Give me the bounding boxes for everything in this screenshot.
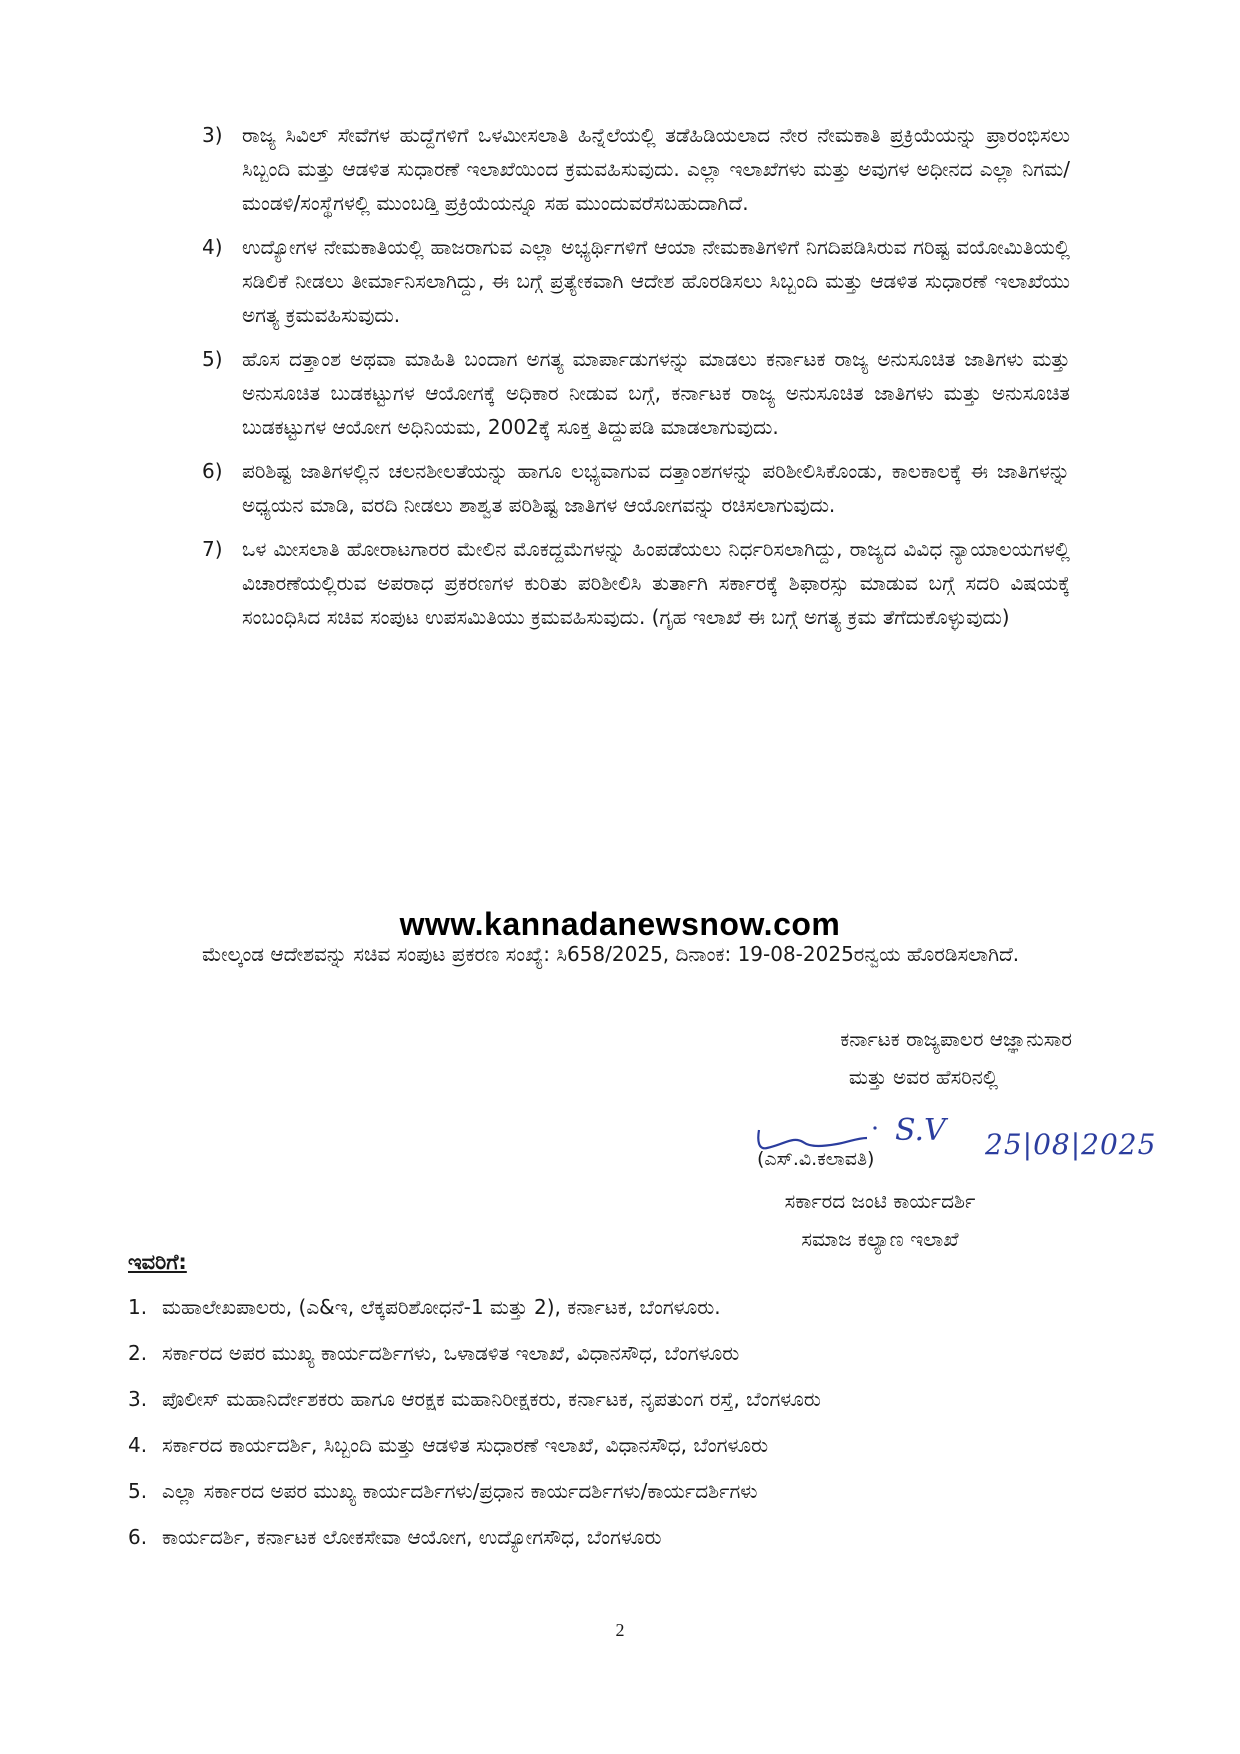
recipient-text: ಸರ್ಕಾರದ ಅಪರ ಮುಖ್ಯ ಕಾರ್ಯದರ್ಶಿಗಳು, ಒಳಾಡಳಿತ ಇಲಾಖೆ, ವಿಧಾನಸೌಧ, ಬೆಂಗಳೂರು bbox=[162, 1341, 740, 1365]
recipient-item bbox=[128, 1428, 1078, 1462]
recipient-text: ಪೊಲೀಸ್ ಮಹಾನಿರ್ದೇಶಕರು ಹಾಗೂ ಆರಕ್ಷಕ ಮಹಾನಿರೀಕ್ಷಕರು, ಕರ್ನಾಟಕ, ನೃಪತುಂಗ ರಸ್ತೆ, ಬೆಂಗಳೂರು bbox=[162, 1387, 821, 1411]
recipient-item bbox=[128, 1336, 1078, 1370]
recipient-item bbox=[128, 1520, 1078, 1554]
point-text: ಉದ್ಯೋಗಳ ನೇಮಕಾತಿಯಲ್ಲಿ ಹಾಜರಾಗುವ ಎಲ್ಲಾ ಅಭ್ಯರ್ಥಿಗಳಿಗೆ ಆಯಾ ನೇಮಕಾತಿಗಳಿಗೆ ನಿಗದಿಪಡಿಸಿರುವ ಗರಿಷ್ಟ ವಯೋಮಿತಿಯಲ್ಲಿ ಸಡಿಲಿಕೆ ನೀಡಲು ತೀರ್ಮಾನಿಸಲಾಗಿದ್ದು, ಈ ಬಗ್ಗೆ ಪ್ರತ್ಯೇಕವಾಗಿ ಆದೇಶ ಹೊರಡಿಸಲು ಸಿಬ್ಬಂದಿ ಮತ್ತು ಆಡಳಿತ ಸುಧಾರಣೆ ಇಲಾಖೆಯು ಅಗತ್ಯ ಕ್ರಮವಹಿಸುವುದು. bbox=[242, 235, 1070, 327]
order-point bbox=[202, 532, 1070, 634]
recipient-number: 4. bbox=[128, 1433, 148, 1457]
recipient-number: 5. bbox=[128, 1479, 148, 1503]
recipient-number: 1. bbox=[128, 1295, 148, 1319]
order-points-list bbox=[202, 118, 1070, 644]
governor-line-2: ಮತ್ತು ಅವರ ಹೆಸರಿನಲ್ಲಿ bbox=[848, 1065, 998, 1089]
recipient-number: 6. bbox=[128, 1525, 148, 1549]
closing-paragraph: ಮೇಲ್ಕಂಡ ಆದೇಶವನ್ನು ಸಚಿವ ಸಂಪುಟ ಪ್ರಕರಣ ಸಂಖ್ಯೆ: ಸಿ658/2025, ದಿನಾಂಕ: 19-08-2025ರನ್ವಯ ಹೊರಡಿಸಲಾಗಿದೆ. bbox=[202, 942, 1020, 966]
signatory-name: (ಎಸ್.ವಿ.ಕಲಾವತಿ) bbox=[757, 1148, 875, 1170]
signature-date: 25|08|2025 bbox=[985, 1128, 1157, 1161]
point-text: ರಾಜ್ಯ ಸಿವಿಲ್ ಸೇವೆಗಳ ಹುದ್ದೆಗಳಿಗೆ ಒಳಮೀಸಲಾತಿ ಹಿನ್ನೆಲೆಯಲ್ಲಿ ತಡೆಹಿಡಿಯಲಾದ ನೇರ ನೇಮಕಾತಿ ಪ್ರಕ್ರಿಯೆಯನ್ನು ಪ್ರಾರಂಭಿಸಲು ಸಿಬ್ಬಂದಿ ಮತ್ತು ಆಡಳಿತ ಸುಧಾರಣೆ ಇಲಾಖೆಯಿಂದ ಕ್ರಮವಹಿಸುವುದು. ಎಲ್ಲಾ ಇಲಾಖೆಗಳು ಮತ್ತು ಅವುಗಳ ಅಧೀನದ ಎಲ್ಲಾ ನಿಗಮ/ಮಂಡಳಿ/ಸಂಸ್ಥೆಗಳಲ್ಲಿ ಮುಂಬಡ್ತಿ ಪ್ರಕ್ರಿಯೆಯನ್ನೂ ಸಹ ಮುಂದುವರೆಸಬಹುದಾಗಿದೆ. bbox=[242, 123, 1070, 215]
order-point bbox=[202, 230, 1070, 332]
governor-line-1: ಕರ್ನಾಟಕ ರಾಜ್ಯಪಾಲರ ಆಜ್ಞಾನುಸಾರ bbox=[840, 1027, 1072, 1051]
recipient-number: 3. bbox=[128, 1387, 148, 1411]
order-point bbox=[202, 118, 1070, 220]
point-number: 5) bbox=[202, 347, 223, 371]
point-text: ಹೊಸ ದತ್ತಾಂಶ ಅಥವಾ ಮಾಹಿತಿ ಬಂದಾಗ ಅಗತ್ಯ ಮಾರ್ಪಾಡುಗಳನ್ನು ಮಾಡಲು ಕರ್ನಾಟಕ ರಾಜ್ಯ ಅನುಸೂಚಿತ ಜಾತಿಗಳು ಮತ್ತು ಅನುಸೂಚಿತ ಬುಡಕಟ್ಟುಗಳ ಆಯೋಗಕ್ಕೆ ಅಧಿಕಾರ ನೀಡುವ ಬಗ್ಗೆ, ಕರ್ನಾಟಕ ರಾಜ್ಯ ಅನುಸೂಚಿತ ಜಾತಿಗಳು ಮತ್ತು ಅನುಸೂಚಿತ ಬುಡಕಟ್ಟುಗಳ ಆಯೋಗ ಅಧಿನಿಯಮ, 2002ಕ್ಕೆ ಸೂಕ್ತ ತಿದ್ದುಪಡಿ ಮಾಡಲಾಗುವುದು. bbox=[242, 347, 1070, 439]
order-point bbox=[202, 342, 1070, 444]
recipient-number: 2. bbox=[128, 1341, 148, 1365]
point-number: 3) bbox=[202, 123, 223, 147]
recipient-item bbox=[128, 1474, 1078, 1508]
recipient-item bbox=[128, 1290, 1078, 1324]
recipient-text: ಎಲ್ಲಾ ಸರ್ಕಾರದ ಅಪರ ಮುಖ್ಯ ಕಾರ್ಯದರ್ಶಿಗಳು/ಪ್ರಧಾನ ಕಾರ್ಯದರ್ಶಿಗಳು/ಕಾರ್ಯದರ್ಶಿಗಳು bbox=[162, 1479, 758, 1503]
point-number: 4) bbox=[202, 235, 223, 259]
designation-line-2: ಸಮಾಜ ಕಲ್ಯಾಣ ಇಲಾಖೆ bbox=[801, 1227, 959, 1251]
page-number: 2 bbox=[615, 1620, 625, 1640]
point-text: ಪರಿಶಿಷ್ಟ ಜಾತಿಗಳಲ್ಲಿನ ಚಲನಶೀಲತೆಯನ್ನು ಹಾಗೂ ಲಭ್ಯವಾಗುವ ದತ್ತಾಂಶಗಳನ್ನು ಪರಿಶೀಲಿಸಿಕೊಂಡು, ಕಾಲಕಾಲಕ್ಕೆ ಈ ಜಾತಿಗಳನ್ನು ಅಧ್ಯಯನ ಮಾಡಿ, ವರದಿ ನೀಡಲು ಶಾಶ್ವತ ಪರಿಶಿಷ್ಟ ಜಾತಿಗಳ ಆಯೋಗವನ್ನು ರಚಿಸಲಾಗುವುದು. bbox=[242, 459, 1070, 517]
signature-initials: S.V bbox=[895, 1113, 946, 1148]
website-watermark: www.kannadanewsnow.com bbox=[399, 906, 841, 942]
point-number: 7) bbox=[202, 537, 223, 561]
recipient-item bbox=[128, 1382, 1078, 1416]
recipients-heading: ಇವರಿಗೆ: bbox=[128, 1250, 187, 1274]
point-text: ಒಳ ಮೀಸಲಾತಿ ಹೋರಾಟಗಾರರ ಮೇಲಿನ ಮೊಕದ್ದಮೆಗಳನ್ನು ಹಿಂಪಡೆಯಲು ನಿರ್ಧರಿಸಲಾಗಿದ್ದು, ರಾಜ್ಯದ ವಿವಿಧ ನ್ಯಾಯಾಲಯಗಳಲ್ಲಿ ವಿಚಾರಣೆಯಲ್ಲಿರುವ ಅಪರಾಧ ಪ್ರಕರಣಗಳ ಕುರಿತು ಪರಿಶೀಲಿಸಿ ತುರ್ತಾಗಿ ಸರ್ಕಾರಕ್ಕೆ ಶಿಫಾರಸ್ಸು ಮಾಡುವ ಬಗ್ಗೆ ಸದರಿ ವಿಷಯಕ್ಕೆ ಸಂಬಂಧಿಸಿದ ಸಚಿವ ಸಂಪುಟ ಉಪಸಮಿತಿಯು ಕ್ರಮವಹಿಸುವುದು. (ಗೃಹ ಇಲಾಖೆ ಈ ಬಗ್ಗೆ ಅಗತ್ಯ ಕ್ರಮ ತೆಗೆದುಕೊಳ್ಳುವುದು) bbox=[242, 537, 1070, 629]
recipient-text: ಸರ್ಕಾರದ ಕಾರ್ಯದರ್ಶಿ, ಸಿಬ್ಬಂದಿ ಮತ್ತು ಆಡಳಿತ ಸುಧಾರಣೆ ಇಲಾಖೆ, ವಿಧಾನಸೌಧ, ಬೆಂಗಳೂರು bbox=[162, 1433, 769, 1457]
recipients-list bbox=[128, 1290, 1078, 1566]
recipient-text: ಮಹಾಲೇಖಪಾಲರು, (ಎ&ಇ, ಲೆಕ್ಕಪರಿಶೋಧನೆ-1 ಮತ್ತು 2), ಕರ್ನಾಟಕ, ಬೆಂಗಳೂರು. bbox=[162, 1295, 721, 1319]
recipient-text: ಕಾರ್ಯದರ್ಶಿ, ಕರ್ನಾಟಕ ಲೋಕಸೇವಾ ಆಯೋಗ, ಉದ್ಯೋಗಸೌಧ, ಬೆಂಗಳೂರು bbox=[162, 1525, 662, 1549]
designation-line-1: ಸರ್ಕಾರದ ಜಂಟಿ ಕಾರ್ಯದರ್ಶಿ bbox=[784, 1189, 976, 1213]
governor-order-block bbox=[612, 1020, 1072, 1096]
point-number: 6) bbox=[202, 459, 223, 483]
signatory-designation bbox=[690, 1182, 1070, 1258]
order-point bbox=[202, 454, 1070, 522]
